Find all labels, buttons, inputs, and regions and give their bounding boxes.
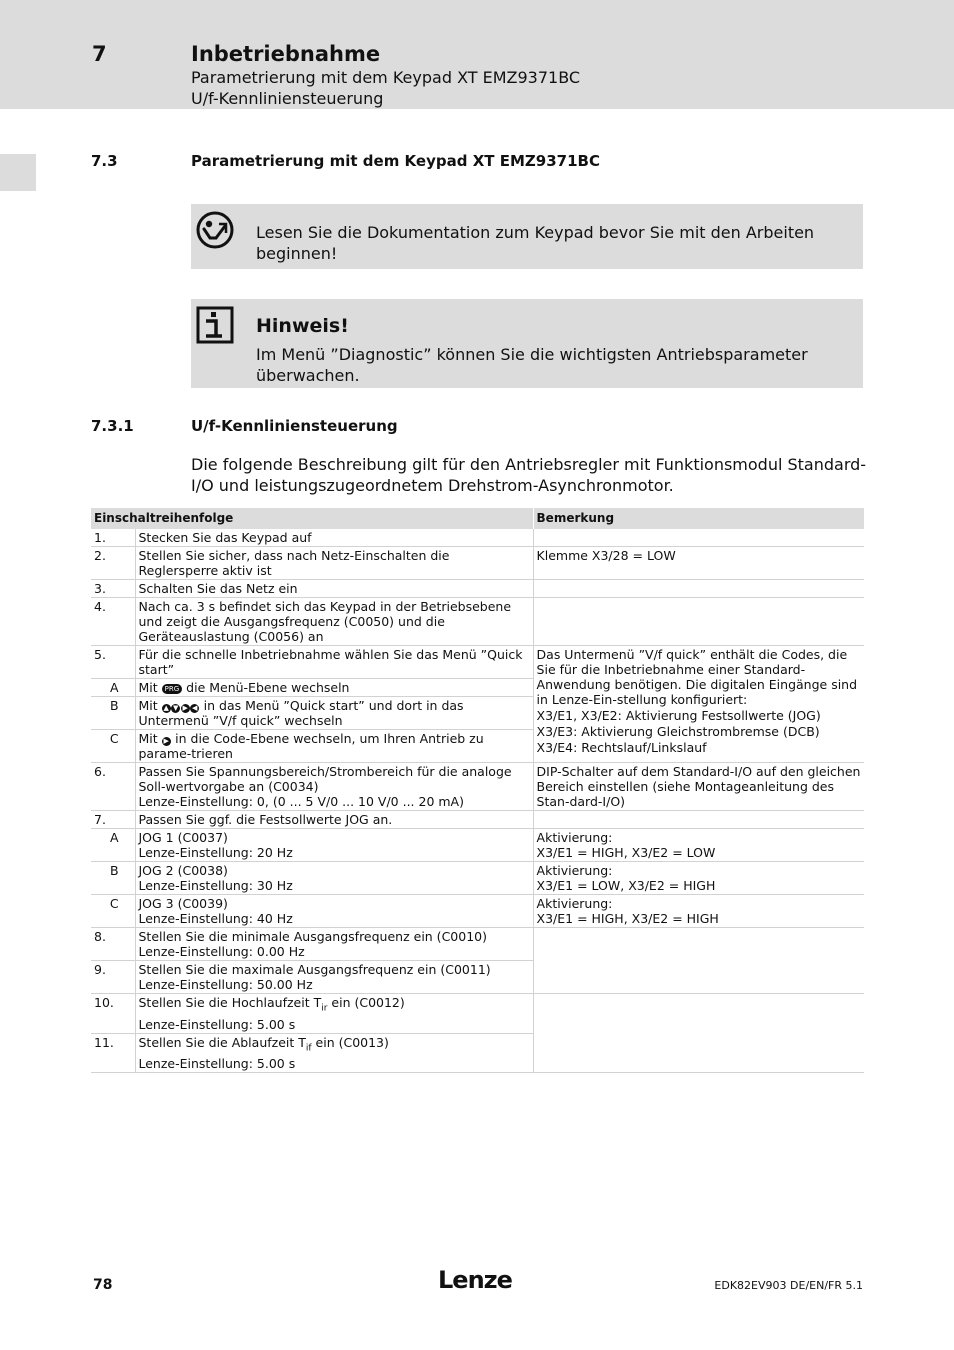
substep-suffix: in das Menü ”Quick start” und dort in das Untermenü ”V/f quick” wechseln xyxy=(138,698,464,728)
left-key-icon: ◀ xyxy=(191,704,198,712)
step-text: Passen Sie ggf. die Festsollwerte JOG an. xyxy=(135,811,533,829)
right-key-icon: ▶ xyxy=(182,704,188,712)
jog-code: JOG 1 (C0037) xyxy=(138,830,228,845)
up-key-icon: ▲ xyxy=(163,704,169,712)
remark-line: Aktivierung: xyxy=(536,830,613,845)
step-number: 8. xyxy=(91,928,135,961)
step-remark: Klemme X3/28 = LOW xyxy=(533,547,864,580)
step-text-line: Stellen Sie die minimale Ausgangsfrequenz ein (C0010) xyxy=(138,929,487,944)
lenze-setting: Lenze-Einstellung: 5.00 s xyxy=(138,1056,296,1071)
step-number: 9. xyxy=(91,961,135,994)
step-remark xyxy=(533,646,864,763)
lenze-setting: Lenze-Einstellung: 5.00 s xyxy=(138,1016,296,1032)
step-text xyxy=(135,928,533,961)
reading-person-icon xyxy=(196,211,234,249)
table-row xyxy=(91,763,864,811)
substep-letter: C xyxy=(102,895,135,928)
step-text: Nach ca. 3 s befindet sich das Keypad in der Betriebsebene und zeigt die Ausgangsfrequenz (C0050) und die Geräteauslastung (C0056) an xyxy=(135,598,533,646)
table-row xyxy=(91,928,864,961)
section-title: Parametrierung mit dem Keypad XT EMZ9371BC xyxy=(191,152,600,170)
step-remark xyxy=(533,994,864,1073)
procedure-table xyxy=(91,508,864,1073)
lenze-logo: Lenze xyxy=(438,1266,512,1294)
section-number: 7.3 xyxy=(91,152,118,170)
table-row xyxy=(91,580,864,598)
step-number: 11. xyxy=(91,1033,135,1073)
subsection-title: U/f-Kennliniensteuerung xyxy=(191,417,398,435)
step-number: 7. xyxy=(91,811,135,829)
step-text-line: Stellen Sie die Ablaufzeit $T_{if}$ ein (C0013) xyxy=(138,1034,389,1053)
table-row xyxy=(91,994,864,1034)
lenze-setting: Lenze-Einstellung: 40 Hz xyxy=(138,911,293,926)
lenze-setting: Lenze-Einstellung: 20 Hz xyxy=(138,845,293,860)
remark-line: X3/E1, X3/E2: Aktivierung Festsollwerte (JOG) xyxy=(536,708,821,723)
table-row xyxy=(91,811,864,829)
substep-letter: A xyxy=(102,829,135,862)
remark-line: Aktivierung: xyxy=(536,863,613,878)
remark-line: X3/E1 = LOW, X3/E2 = HIGH xyxy=(536,878,716,893)
remark-line: X3/E1 = HIGH, X3/E2 = HIGH xyxy=(536,911,719,926)
table-row xyxy=(91,646,864,679)
tip-text: Lesen Sie die Dokumentation zum Keypad bevor Sie mit den Arbeiten beginnen! xyxy=(256,223,815,263)
remark-line: X3/E1 = HIGH, X3/E2 = LOW xyxy=(536,845,716,860)
step-number: 5. xyxy=(91,646,135,679)
info-icon xyxy=(196,306,234,344)
step-text-line: Stellen Sie die maximale Ausgangsfrequenz ein (C0011) xyxy=(138,962,491,977)
column-header-sequence: Einschaltreihenfolge xyxy=(91,508,533,529)
hint-text: Im Menü ”Diagnostic” können Sie die wichtigsten Antriebsparameter überwachen. xyxy=(256,345,808,385)
chapter-subtitle-2: U/f-Kennliniensteuerung xyxy=(191,89,384,108)
step-remark xyxy=(533,928,864,994)
table-row xyxy=(91,547,864,580)
table-row xyxy=(91,862,864,895)
substep-letter: B xyxy=(102,697,135,730)
step-remark xyxy=(533,829,864,862)
hint-box xyxy=(191,299,863,388)
step-remark xyxy=(533,862,864,895)
table-header-row xyxy=(91,508,864,529)
step-remark: DIP-Schalter auf dem Standard-I/O auf den gleichen Bereich einstellen (siehe Montageanleitung des Stan-dard-I/O) xyxy=(533,763,864,811)
page-number: 78 xyxy=(93,1277,113,1293)
chapter-number: 7 xyxy=(92,42,107,66)
chapter-subtitle: Parametrierung mit dem Keypad XT EMZ9371BC xyxy=(191,68,581,87)
substep-prefix: Mit xyxy=(138,698,158,713)
substep-text xyxy=(135,697,533,730)
jog-code: JOG 2 (C0038) xyxy=(138,863,228,878)
step-text: Stellen Sie sicher, dass nach Netz-Einschalten die Reglersperre aktiv ist xyxy=(135,547,533,580)
step-text xyxy=(135,994,533,1034)
substep-letter: B xyxy=(102,862,135,895)
tip-box xyxy=(191,204,863,269)
step-remark xyxy=(533,529,864,547)
step-text xyxy=(135,961,533,994)
substep-text xyxy=(135,829,533,862)
substep-letter: C xyxy=(102,730,135,763)
substep-text xyxy=(135,862,533,895)
column-header-remark: Bemerkung xyxy=(533,508,864,529)
step-text xyxy=(135,763,533,811)
substep-suffix: die Menü-Ebene wechseln xyxy=(186,680,350,695)
substep-text xyxy=(135,895,533,928)
step-number: 4. xyxy=(91,598,135,646)
step-number: 6. xyxy=(91,763,135,811)
jog-code: JOG 3 (C0039) xyxy=(138,896,228,911)
substep-letter: A xyxy=(102,679,135,697)
intro-paragraph: Die folgende Beschreibung gilt für den Antriebsregler mit Funktionsmodul Standard-I/O und leistungszugeordnetem Drehstrom-Asynchronmotor. xyxy=(191,455,867,495)
hint-title: Hinweis! xyxy=(256,315,349,337)
step-text: Für die schnelle Inbetriebnahme wählen Sie das Menü ”Quick start” xyxy=(135,646,533,679)
step-remark xyxy=(533,598,864,646)
step-text xyxy=(135,1033,533,1073)
chapter-side-tab xyxy=(0,154,36,191)
header-band xyxy=(0,0,954,109)
table-row xyxy=(91,829,864,862)
subsection-number: 7.3.1 xyxy=(91,417,134,435)
substep-prefix: Mit xyxy=(138,731,158,746)
remark-line: X3/E4: Rechtslauf/Linkslauf xyxy=(536,740,707,755)
step-number: 10. xyxy=(91,994,135,1034)
table-row xyxy=(91,529,864,547)
table-row xyxy=(91,895,864,928)
table-row xyxy=(91,598,864,646)
step-text-line: Passen Sie Spannungsbereich/Strombereich für die analoge Soll-wertvorgabe an (C0034) xyxy=(138,764,512,794)
step-number: 3. xyxy=(91,580,135,598)
remark-line: X3/E3: Aktivierung Gleichstrombremse (DCB) xyxy=(536,724,820,739)
step-text: Stecken Sie das Keypad auf xyxy=(135,529,533,547)
remark-line: Das Untermenü ”V/f quick” enthält die Codes, die Sie für die Inbetriebnahme einer Standard-Anwendung benötigen. Die digitalen Eingänge sind in Lenze-Ein-stellung konfiguriert: xyxy=(536,647,858,707)
lenze-setting: Lenze-Einstellung: 30 Hz xyxy=(138,878,293,893)
step-remark xyxy=(533,811,864,829)
step-remark xyxy=(533,895,864,928)
down-key-icon: ▼ xyxy=(172,704,179,712)
lenze-setting: Lenze-Einstellung: 0.00 Hz xyxy=(138,944,305,959)
substep-text xyxy=(135,730,533,763)
step-number: 2. xyxy=(91,547,135,580)
step-number: 1. xyxy=(91,529,135,547)
right-key-icon: ▶ xyxy=(163,737,169,745)
lenze-setting: Lenze-Einstellung: 0, (0 ... 5 V/0 ... 10 V/0 ... 20 mA) xyxy=(138,794,464,809)
substep-prefix: Mit xyxy=(138,680,158,695)
lenze-setting: Lenze-Einstellung: 50.00 Hz xyxy=(138,977,313,992)
step-text-line: Stellen Sie die Hochlaufzeit $T_{ir}$ ein (C0012) xyxy=(138,995,405,1014)
substep-text xyxy=(135,679,533,697)
document-id: EDK82EV903 DE/EN/FR 5.1 xyxy=(714,1279,863,1292)
prg-key-icon: PRG xyxy=(162,684,183,694)
step-remark xyxy=(533,580,864,598)
remark-line: Aktivierung: xyxy=(536,896,613,911)
chapter-title: Inbetriebnahme xyxy=(191,42,381,66)
substep-suffix: in die Code-Ebene wechseln, um Ihren Antrieb zu parame-trieren xyxy=(138,731,484,761)
step-text: Schalten Sie das Netz ein xyxy=(135,580,533,598)
